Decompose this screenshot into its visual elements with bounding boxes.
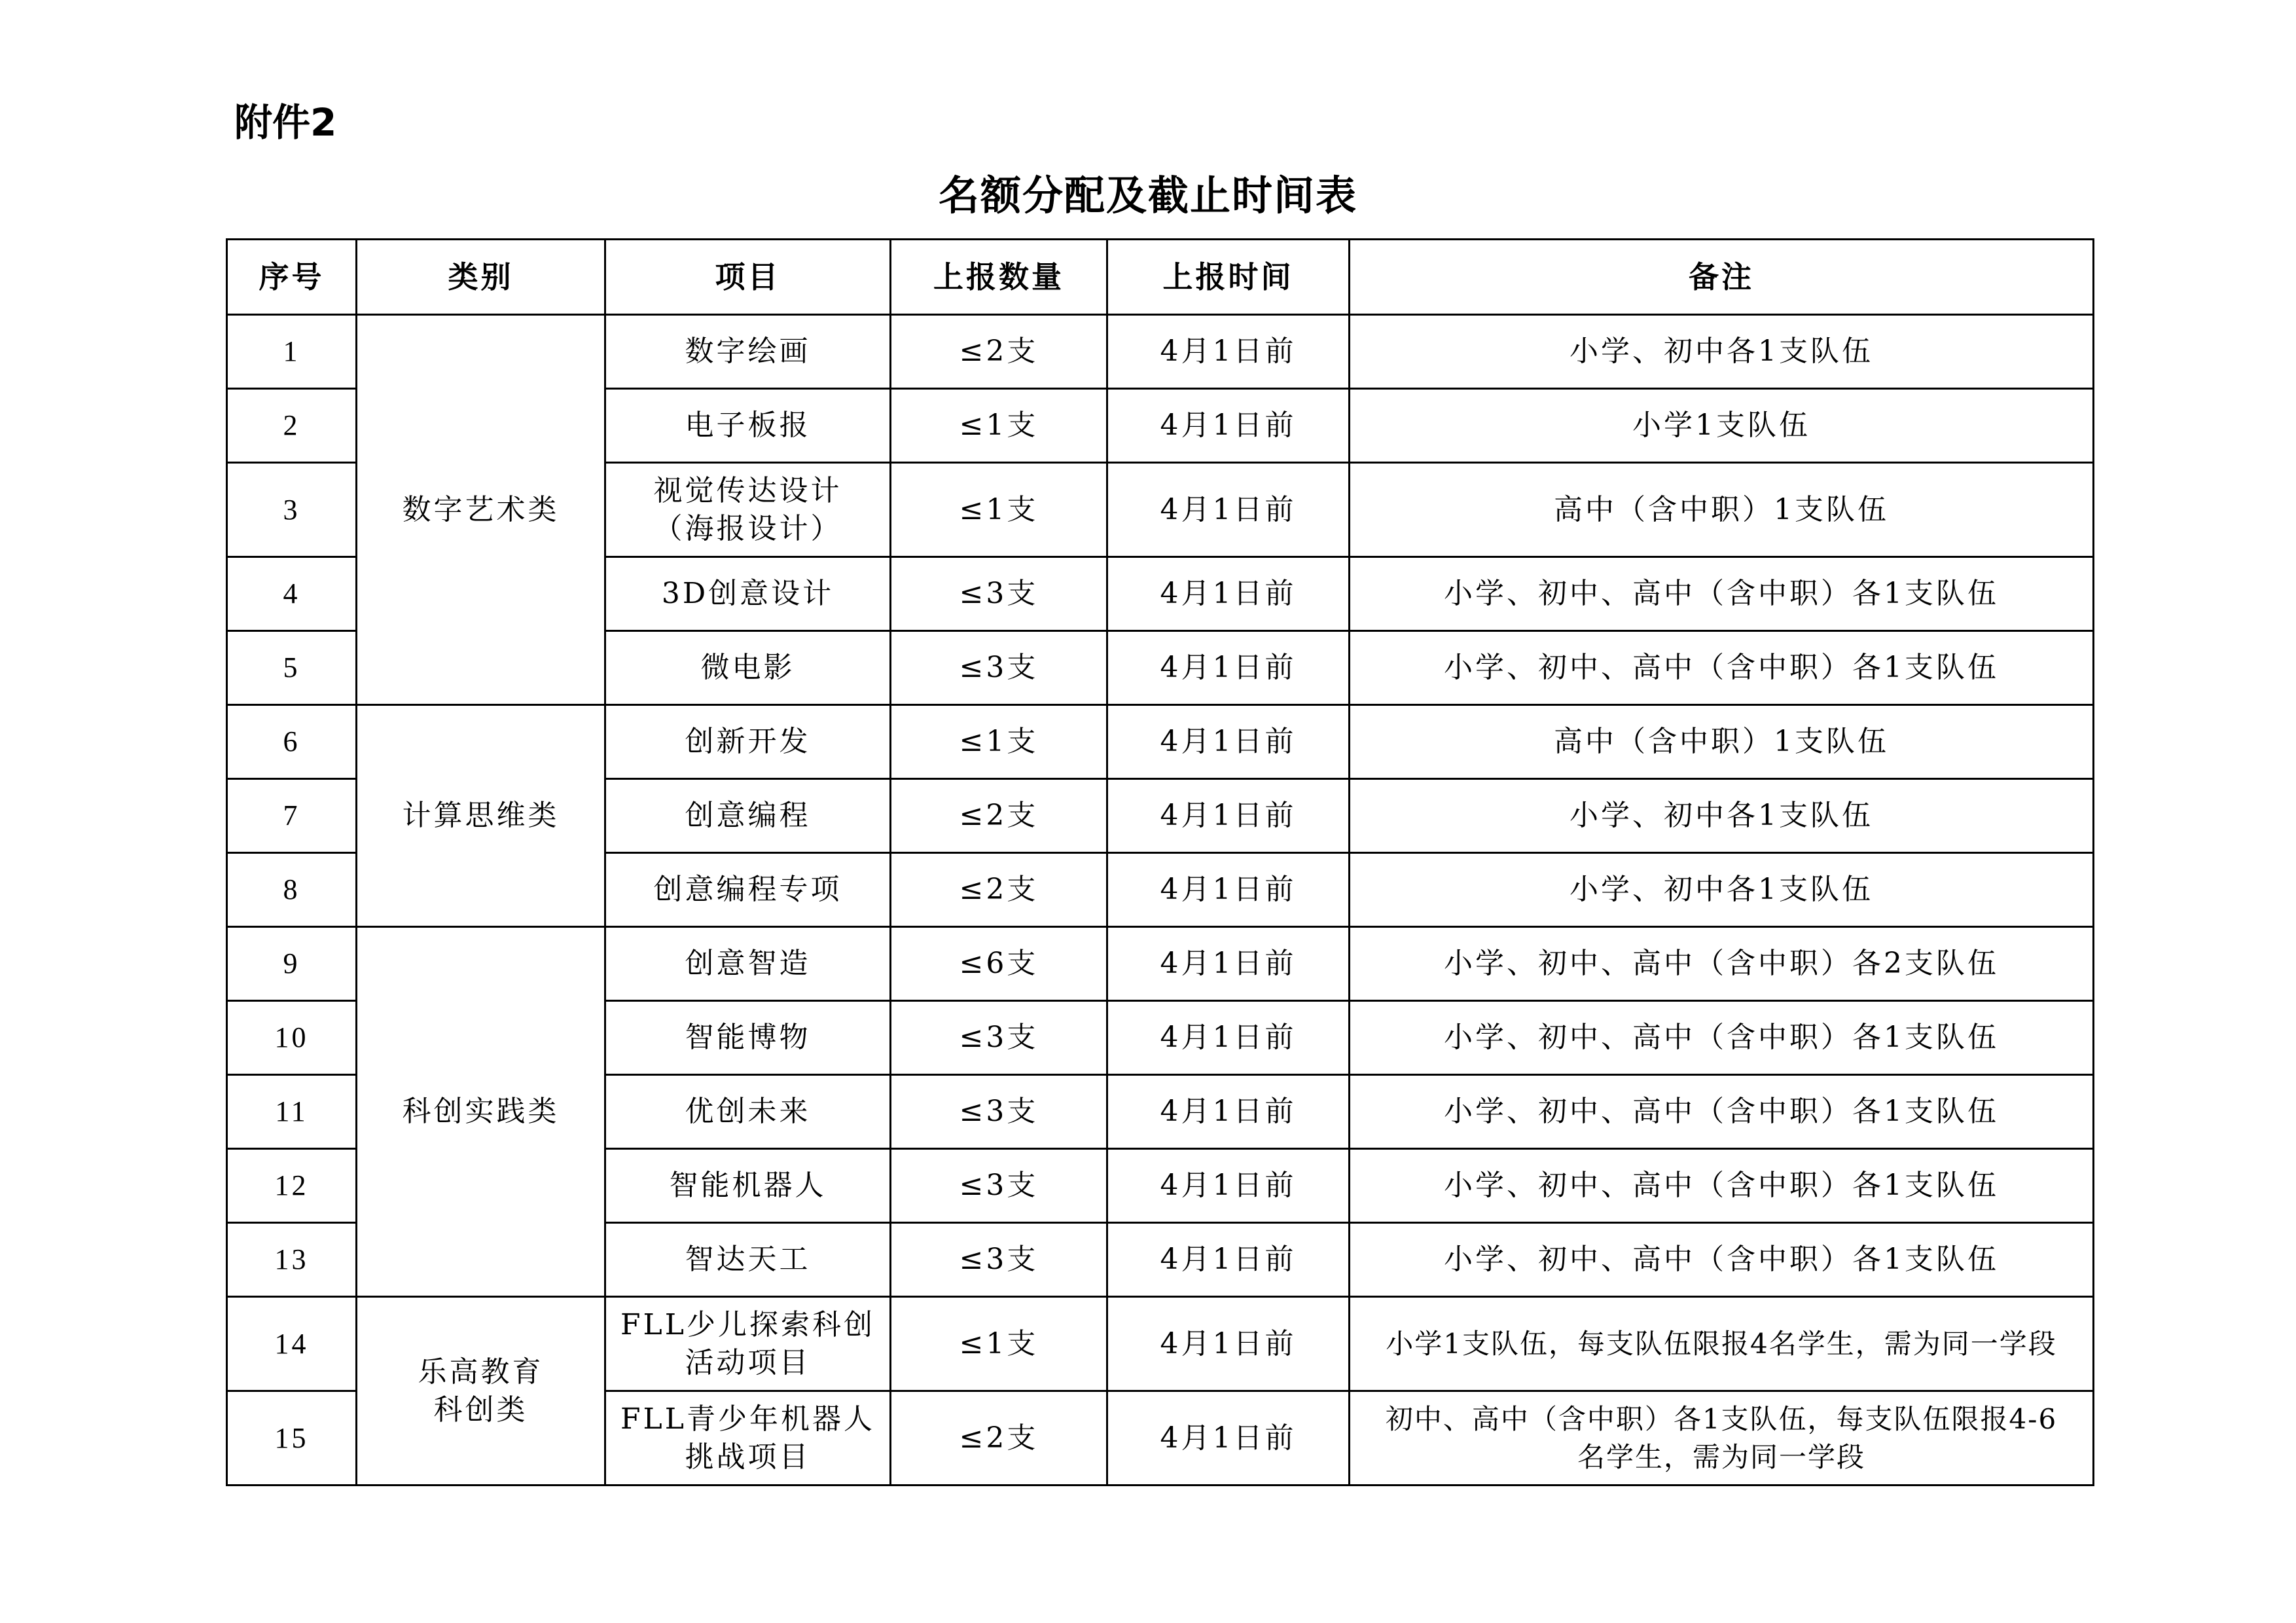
cell-line: 科创类 [433, 1393, 528, 1427]
cell-line: 小学、初中、高中（含中职）各1支队伍 [1444, 1095, 1999, 1128]
cell-note [1350, 1391, 2094, 1486]
cell-quota: ≤3支 [891, 1149, 1107, 1223]
cell-quota: ≤1支 [891, 1297, 1107, 1391]
cell-category [357, 705, 605, 927]
header-deadline: 上报时间 [1107, 240, 1350, 315]
cell-quota: ≤3支 [891, 557, 1107, 631]
cell-line: 创意编程 [685, 799, 811, 832]
cell-note [1350, 779, 2094, 853]
cell-line: 创新开发 [685, 725, 811, 758]
table-row [227, 927, 2094, 1001]
cell-line: 小学1支队伍 [1632, 409, 1810, 442]
cell-deadline: 4月1日前 [1107, 463, 1350, 557]
cell-category [357, 315, 605, 705]
header-seq: 序号 [227, 240, 357, 315]
cell-line: FLL青少年机器人 [620, 1402, 875, 1436]
cell-quota: ≤6支 [891, 927, 1107, 1001]
cell-line: 初中、高中（含中职）各1支队伍，每支队伍限报4-6 [1385, 1402, 2058, 1435]
cell-note [1350, 557, 2094, 631]
cell-line: （海报设计） [653, 511, 842, 545]
cell-deadline: 4月1日前 [1107, 1149, 1350, 1223]
cell-deadline: 4月1日前 [1107, 1075, 1350, 1149]
cell-project [605, 1149, 891, 1223]
cell-deadline: 4月1日前 [1107, 705, 1350, 779]
cell-line: 小学、初中各1支队伍 [1570, 873, 1873, 906]
cell-note [1350, 1075, 2094, 1149]
table-row [227, 1297, 2094, 1391]
cell-deadline: 4月1日前 [1107, 631, 1350, 705]
cell-line: 高中（含中职）1支队伍 [1554, 725, 1889, 758]
cell-project [605, 927, 891, 1001]
header-quota: 上报数量 [891, 240, 1107, 315]
cell-seq: 6 [227, 705, 357, 779]
cell-deadline: 4月1日前 [1107, 853, 1350, 927]
cell-note [1350, 705, 2094, 779]
cell-line: 高中（含中职）1支队伍 [1554, 492, 1889, 526]
cell-line: 数字绘画 [685, 335, 811, 368]
cell-line: FLL少儿探索科创 [620, 1307, 875, 1341]
cell-line: 智能博物 [685, 1021, 811, 1054]
cell-line: 科创实践类 [402, 1095, 560, 1128]
cell-project [605, 557, 891, 631]
cell-seq: 9 [227, 927, 357, 1001]
cell-quota: ≤3支 [891, 1075, 1107, 1149]
cell-note [1350, 1297, 2094, 1391]
cell-project [605, 705, 891, 779]
cell-line: 微电影 [700, 651, 795, 684]
cell-line: 数字艺术类 [402, 492, 560, 526]
header-note: 备注 [1350, 240, 2094, 315]
quota-deadline-table [226, 238, 2094, 1486]
cell-line: 3D创意设计 [661, 577, 834, 610]
cell-quota: ≤1支 [891, 705, 1107, 779]
cell-note [1350, 315, 2094, 389]
cell-line: 优创未来 [685, 1095, 811, 1128]
cell-line: 小学、初中各1支队伍 [1570, 799, 1873, 832]
cell-line: 小学、初中、高中（含中职）各2支队伍 [1444, 947, 1999, 980]
cell-line: 创意智造 [685, 947, 811, 980]
cell-project [605, 315, 891, 389]
cell-line: 活动项目 [685, 1345, 811, 1379]
cell-seq: 1 [227, 315, 357, 389]
cell-project [605, 463, 891, 557]
cell-quota: ≤2支 [891, 1391, 1107, 1486]
cell-line: 电子板报 [685, 409, 811, 442]
cell-deadline: 4月1日前 [1107, 1297, 1350, 1391]
cell-project [605, 1075, 891, 1149]
cell-project [605, 631, 891, 705]
cell-note [1350, 927, 2094, 1001]
cell-category [357, 927, 605, 1297]
document-title: 名额分配及截止时间表 [938, 172, 1357, 219]
attachment-label: 附件2 [234, 100, 337, 145]
cell-note [1350, 1001, 2094, 1075]
cell-note [1350, 631, 2094, 705]
cell-line: 乐高教育 [418, 1355, 544, 1389]
cell-quota: ≤3支 [891, 1223, 1107, 1297]
cell-line: 小学、初中、高中（含中职）各1支队伍 [1444, 1169, 1999, 1202]
cell-note [1350, 1149, 2094, 1223]
cell-line: 小学、初中、高中（含中职）各1支队伍 [1444, 651, 1999, 684]
cell-deadline: 4月1日前 [1107, 779, 1350, 853]
cell-line: 小学、初中、高中（含中职）各1支队伍 [1444, 1021, 1999, 1054]
cell-seq: 11 [227, 1075, 357, 1149]
cell-quota: ≤2支 [891, 779, 1107, 853]
cell-deadline: 4月1日前 [1107, 389, 1350, 463]
cell-seq: 2 [227, 389, 357, 463]
cell-quota: ≤2支 [891, 853, 1107, 927]
cell-quota: ≤3支 [891, 1001, 1107, 1075]
cell-quota: ≤1支 [891, 389, 1107, 463]
cell-project [605, 1001, 891, 1075]
table-header-row [227, 240, 2094, 315]
cell-seq: 7 [227, 779, 357, 853]
cell-line: 小学、初中、高中（含中职）各1支队伍 [1444, 577, 1999, 610]
cell-line: 智达天工 [685, 1243, 811, 1276]
cell-seq: 3 [227, 463, 357, 557]
cell-seq: 15 [227, 1391, 357, 1486]
table-row [227, 705, 2094, 779]
cell-project [605, 853, 891, 927]
cell-seq: 14 [227, 1297, 357, 1391]
cell-project [605, 1297, 891, 1391]
cell-project [605, 1391, 891, 1486]
cell-line: 智能机器人 [669, 1169, 827, 1202]
cell-deadline: 4月1日前 [1107, 1391, 1350, 1486]
table-body [227, 315, 2094, 1486]
cell-project [605, 1223, 891, 1297]
table-row [227, 315, 2094, 389]
cell-deadline: 4月1日前 [1107, 1223, 1350, 1297]
cell-note [1350, 389, 2094, 463]
cell-line: 创意编程专项 [653, 873, 842, 906]
cell-deadline: 4月1日前 [1107, 927, 1350, 1001]
cell-seq: 10 [227, 1001, 357, 1075]
cell-seq: 4 [227, 557, 357, 631]
header-category: 类别 [357, 240, 605, 315]
cell-line: 名学生，需为同一学段 [1577, 1440, 1865, 1473]
cell-note [1350, 1223, 2094, 1297]
cell-project [605, 389, 891, 463]
cell-line: 小学、初中、高中（含中职）各1支队伍 [1444, 1243, 1999, 1276]
cell-deadline: 4月1日前 [1107, 1001, 1350, 1075]
cell-line: 视觉传达设计 [653, 473, 842, 507]
cell-quota: ≤3支 [891, 631, 1107, 705]
cell-seq: 8 [227, 853, 357, 927]
cell-line: 挑战项目 [685, 1440, 811, 1474]
cell-project [605, 779, 891, 853]
cell-seq: 12 [227, 1149, 357, 1223]
cell-deadline: 4月1日前 [1107, 557, 1350, 631]
cell-category [357, 1297, 605, 1486]
cell-seq: 13 [227, 1223, 357, 1297]
header-project: 项目 [605, 240, 891, 315]
cell-seq: 5 [227, 631, 357, 705]
cell-line: 小学1支队伍，每支队伍限报4名学生，需为同一学段 [1386, 1327, 2057, 1360]
cell-line: 小学、初中各1支队伍 [1570, 335, 1873, 368]
cell-quota: ≤1支 [891, 463, 1107, 557]
cell-quota: ≤2支 [891, 315, 1107, 389]
cell-note [1350, 463, 2094, 557]
cell-note [1350, 853, 2094, 927]
cell-deadline: 4月1日前 [1107, 315, 1350, 389]
cell-line: 计算思维类 [402, 799, 560, 832]
